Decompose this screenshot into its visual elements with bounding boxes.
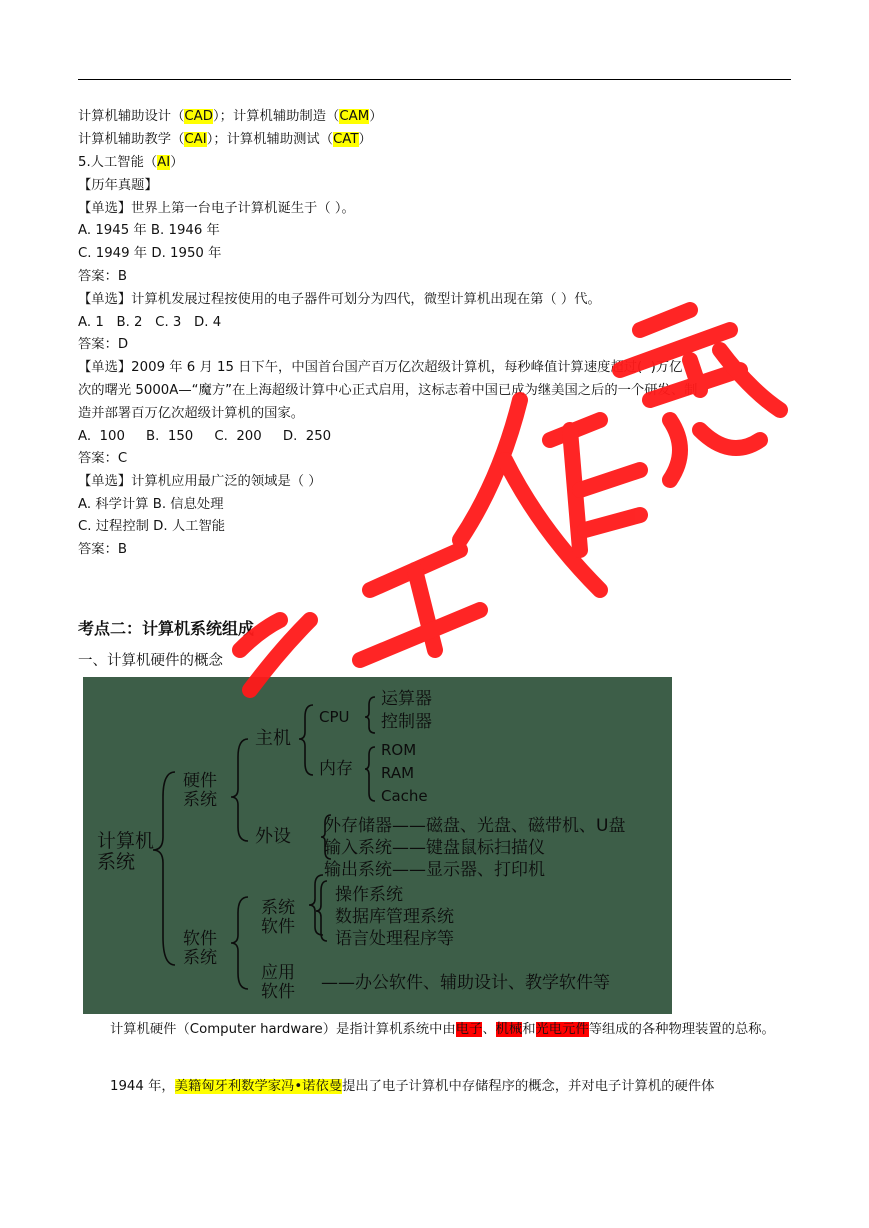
text-run: 和 [522,1022,536,1037]
text-run: A. 1945 年 B. 1946 年 [78,223,220,238]
highlighted-text: CAM [339,109,370,124]
highlighted-text: 美籍匈牙利数学家冯•诺依曼 [174,1079,343,1094]
text-line [78,314,221,332]
hardware-label: 硬件 系统 [183,771,217,810]
text-run: C. 1949 年 D. 1950 年 [78,246,222,261]
text-run: 【历年真题】 [78,178,158,193]
section-heading: 考点二：计算机系统组成 [78,619,255,638]
software-detail-braces [83,677,672,1014]
highlighted-text: CAT [333,132,359,147]
text-run: ） [358,132,372,147]
text-run: 等组成的各种物理装置的总称。 [588,1022,775,1037]
text-run: 【单选】计算机应用最广泛的领域是（ ） [78,474,322,489]
text-run: 答案：B [78,269,128,284]
computer-system-diagram [83,677,672,1014]
text-run: 【单选】计算机发展过程按使用的电子器件可划分为四代，微型计算机出现在第（ ）代。 [78,292,601,307]
text-run: ） [369,109,383,124]
text-run: A. 科学计算 B. 信息处理 [78,497,224,512]
red-highlighted-text: 电子 [455,1022,483,1037]
text-line [78,518,225,536]
text-run: 答案：C [78,451,128,466]
text-run: A. 1 B. 2 C. 3 D. 4 [78,315,222,330]
text-line [78,268,127,286]
text-run: 计算机硬件（Computer hardware）是指计算机系统中由 [110,1022,456,1037]
text-run: 次的曙光 5000A—“魔方”在上海超级计算中心正式启用，这标志着中国已成为继美国之后的一个研发、制 [78,383,698,398]
text-line [78,382,697,400]
red-highlighted-text: 机械 [495,1022,523,1037]
von-neumann-paragraph [78,1075,792,1098]
highlighted-text: CAI [184,132,207,147]
text-run: 答案：B [78,542,128,557]
highlighted-text: AI [157,155,171,170]
text-run: 1944 年， [110,1079,175,1094]
text-line [78,336,128,354]
subsection-heading: 一、计算机硬件的概念 [78,653,223,669]
text-line [78,245,221,263]
text-run: 、 [482,1022,496,1037]
text-run: 【单选】世界上第一台电子计算机诞生于（ ）。 [78,201,355,216]
text-run: 【单选】2009 年 6 月 15 日下午，中国首台国产百万亿次超级计算机，每秒峰值计算速度超过( )万亿 [78,360,683,375]
watermark-stamp [220,290,820,710]
text-line [78,131,372,149]
text-run: ）；计算机辅助制造（ [213,109,340,124]
app-software-items: ——办公软件、辅助设计、教学软件等 [321,973,610,993]
text-run: C. 过程控制 D. 人工智能 [78,519,226,534]
text-run: A. 100 B. 150 C. 200 D. 250 [78,429,332,444]
text-line [78,496,224,514]
text-line [78,405,304,423]
header-rule [78,79,791,80]
text-line [78,108,382,126]
text-run: 计算机辅助设计（ [78,109,185,124]
text-line [78,177,158,195]
memory-items: ROM RAM Cache [381,741,428,805]
system-software-label: 系统 软件 [261,898,295,937]
text-line [78,473,322,491]
text-run: 计算机辅助教学（ [78,132,185,147]
app-software-label: 应用 软件 [261,963,295,1002]
software-label: 软件 系统 [183,929,217,968]
text-line [78,450,127,468]
hardware-definition-paragraph [78,1018,792,1041]
text-line [78,222,220,240]
text-run: ）；计算机辅助测试（ [206,132,334,147]
text-line [78,154,184,172]
red-highlighted-text: 光电元件 [535,1022,589,1037]
root-label: 计算机 系统 [97,830,155,873]
system-software-items: 操作系统 数据库管理系统 语言处理程序等 [335,885,454,949]
text-line [78,200,355,218]
host-label: 主机 [255,728,291,749]
text-line [78,291,601,309]
text-run: 提出了电子计算机中存储程序的概念，并对电子计算机的硬件体 [342,1079,715,1094]
memory-label: 内存 [319,759,353,779]
cpu-label: CPU [319,708,350,726]
text-line [78,541,127,559]
highlighted-text: CAD [184,109,213,124]
peripheral-items: 外存储器——磁盘、光盘、磁带机、U盘 输入系统——键盘鼠标扫描仪 输出系统——显示器、打印机 [324,816,626,880]
peripheral-label: 外设 [255,826,291,847]
cpu-items: 运算器 控制器 [381,689,432,732]
text-run: 答案：D [78,337,129,352]
text-line [78,428,331,446]
text-run: 5.人工智能（ [78,155,158,170]
text-line [78,359,682,377]
text-run: ） [170,155,184,170]
text-run: 造并部署百万亿次超级计算机的国家。 [78,406,305,421]
